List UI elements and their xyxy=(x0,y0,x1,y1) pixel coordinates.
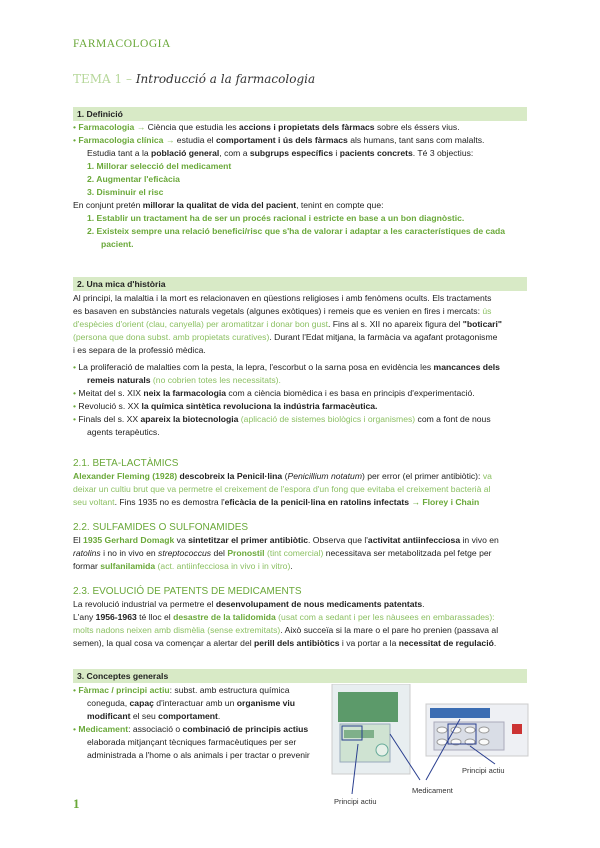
beta-line-2: deixar un cultiu brut que va permetre el creixement de l'espora d'un fong que evitaba el creixement bacterià al xyxy=(73,484,491,494)
topic-heading: Introducció a la farmacologia xyxy=(135,72,316,86)
objective-3: 3. Disminuir el risc xyxy=(87,187,164,197)
history-line-5: i es separa de la professió mèdica. xyxy=(73,345,206,355)
bullet-biotech-cont: agents terapèutics. xyxy=(87,427,160,437)
medicine-photos xyxy=(330,684,600,804)
section-2-body xyxy=(73,292,527,439)
medicament-line-2: elaborada mitjançant tècniques farmacèutiques per ser xyxy=(87,737,297,747)
patents-line-3: molts nadons neixen amb dismèlia (sense extremitats). Això succeïa si la mare o el pare ho prenien (passava al xyxy=(73,625,499,635)
medicament-line-1: • Medicament: associació o combinació de principis actius xyxy=(73,724,309,734)
farmac-line-3: modificant el seu comportament. xyxy=(87,711,221,721)
condition-1: 1. Establir un tractament ha de ser un procés racional i estricte en base a un bon diagnòstic. xyxy=(87,213,465,223)
history-line-1: Al principi, la malaltia i la mort es relacionaven en qüestions religioses i amb fenòmens ocults. Els tractaments xyxy=(73,293,492,303)
sulfa-line-2: ratolins i no in vivo en streptococcus del Pronostil (tint comercial) necessitava ser metabolitzada pel fetge per xyxy=(73,548,492,558)
beta-line-3: seu voltant. Fins 1935 no es demostra l'eficàcia de la penicil·lina en ratolins infectats → Florey i Chain xyxy=(73,497,480,507)
farmac-line-2: coneguda, capaç d'interactuar amb un organisme viu xyxy=(87,698,296,708)
bullet-biotech: • Finals del s. XX apareix la biotecnologia (aplicació de sistemes biològics i organismes) com a font de nous xyxy=(73,414,491,424)
sulfa-line-1: El 1935 Gerhard Domagk va sintetitzar el primer antibiòtic. Observa que l'activitat antiinfecciosa in vivo en xyxy=(73,535,499,545)
caption-principi-actiu-1: Principi actiu xyxy=(334,797,377,806)
sulfa-line-3: formar sulfanilamida (act. antiinfecciosa in vivo i in vitro). xyxy=(73,561,293,571)
farmac-line-1: • Fàrmac / principi actiu: subst. amb estructura química xyxy=(73,685,290,695)
beta-line-1: Alexander Fleming (1928) descobreix la Penicil·lina (Penicillium notatum) per error (el primer antibiòtic): va xyxy=(73,471,492,481)
medicine-box-photo-2 xyxy=(426,704,528,756)
subsection-2-1-heading: 2.1. BETA-LACTÀMICS xyxy=(73,458,179,469)
section-1-heading: 1. Definició xyxy=(73,107,527,121)
section-3-heading: 3. Conceptes generals xyxy=(73,669,527,683)
subsection-2-1-body xyxy=(73,470,527,509)
objective-1: 1. Millorar selecció del medicament xyxy=(87,161,232,171)
history-line-2: es basaven en substàncies naturals vegetals (algunes exòtiques) i remeis que es venien en fires i mercats: ús xyxy=(73,306,492,316)
topic-label: TEMA 1 – xyxy=(73,72,132,86)
bullet-farmacologia-clinica: • Farmacologia clínica → estudia el comportament i ús dels fàrmacs als humans, tant sans com malalts. xyxy=(73,135,485,145)
condition-2-cont: pacient. xyxy=(101,239,134,249)
bullet-pesta: • La proliferació de malalties com la pesta, la lepra, l'escorbut o la sarna posa en evidència les mancances dels xyxy=(73,362,500,372)
bullet-xix: • Meitat del s. XIX neix la farmacologia com a ciència biomèdica i es basa en principis d'experimentació. xyxy=(73,388,475,398)
subsection-2-3-heading: 2.3. EVOLUCIÓ DE PATENTS DE MEDICAMENTS xyxy=(73,586,302,597)
condition-2: 2. Existeix sempre una relació benefici/risc que s'ha de valorar i adaptar a les característiques de cada xyxy=(87,226,506,236)
patents-line-4: semen), la qual cosa va començar a alertar del perill dels antibiòtics i va portar a la necessitat de regulació. xyxy=(73,638,497,648)
bullet-farmacologia: • Farmacologia → Ciència que estudia les accions i propietats dels fàrmacs sobre els éssers vius. xyxy=(73,122,460,132)
medicament-line-3: administrada a l'home o als animals i per tractar o prevenir xyxy=(87,750,310,760)
page-number: 1 xyxy=(73,796,80,811)
patents-line-1: La revolució industrial va permetre el desenvolupament de nous medicaments patentats. xyxy=(73,599,425,609)
medicine-box-photo-1 xyxy=(332,684,410,774)
section-1-body xyxy=(73,121,527,251)
bullet-pesta-cont: remeis naturals (no cobrien totes les necessitats). xyxy=(87,375,281,385)
patents-line-2: L'any 1956-1963 té lloc el desastre de la talidomida (usat com a sedant i per les nàusees en embarassades): xyxy=(73,612,495,622)
section-3-body xyxy=(73,684,323,762)
subsection-2-2-body xyxy=(73,534,527,573)
subsection-2-3-body xyxy=(73,598,527,650)
history-line-3: d'espècies d'orient (clau, canyella) per aromatitzar i donar bon gust. Fins al s. XII no apareix figura del "boticari" xyxy=(73,319,502,329)
document-header: FARMACOLOGIA xyxy=(73,38,171,50)
objectives-intro: Estudia tant a la població general, com a subgrups específics i pacients concrets. Té 3 objectius: xyxy=(87,148,474,158)
topic-title xyxy=(73,73,315,86)
conjunt-text: En conjunt pretén millorar la qualitat de vida del pacient, tenint en compte que: xyxy=(73,200,384,210)
bullet-xx: • Revolució s. XX la química sintètica revoluciona la indústria farmacèutica. xyxy=(73,401,378,411)
history-line-4: (persona que dona subst. amb propietats curatives). Durant l'Edat mitjana, la farmàcia va agafant protagonisme xyxy=(73,332,498,342)
objective-2: 2. Augmentar l'eficàcia xyxy=(87,174,180,184)
caption-principi-actiu-2: Principi actiu xyxy=(462,766,505,775)
caption-medicament: Medicament xyxy=(412,786,453,795)
subsection-2-2-heading: 2.2. SULFAMIDES O SULFONAMIDES xyxy=(73,522,249,533)
section-2-heading: 2. Una mica d'història xyxy=(73,277,527,291)
